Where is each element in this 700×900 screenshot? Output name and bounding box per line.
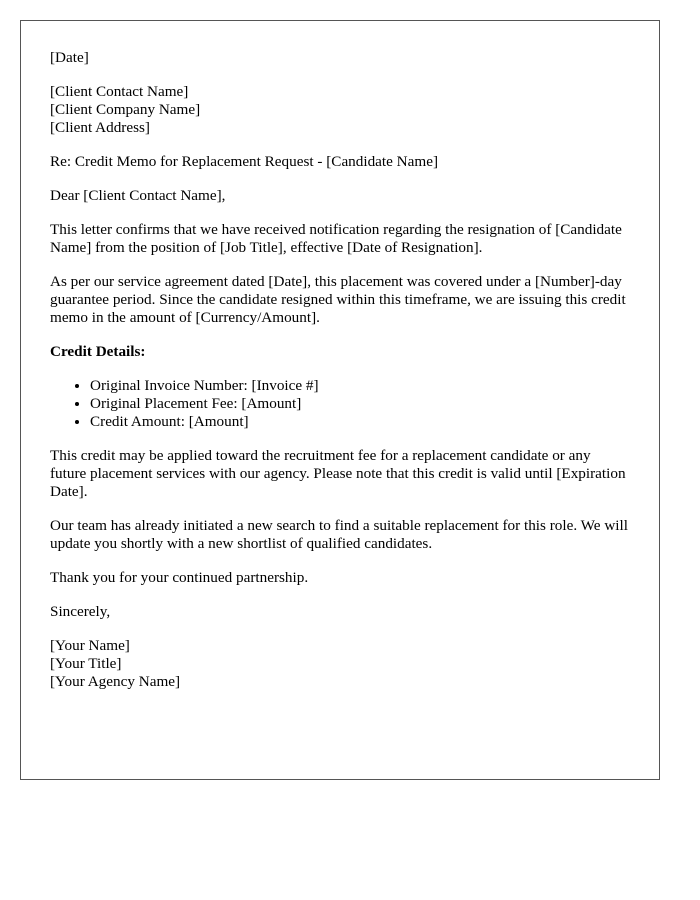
letter-date: [Date] bbox=[50, 49, 89, 66]
recipient-block bbox=[50, 83, 630, 137]
signature-block bbox=[50, 637, 630, 691]
letter-subject: Re: Credit Memo for Replacement Request - [Candidate Name] bbox=[50, 153, 439, 170]
letter-page bbox=[20, 20, 660, 780]
body-paragraph-3: This credit may be applied toward the recruitment fee for a replacement candidate or any future placement services with our agency. Please note that this credit is valid until [Expiration Date]. bbox=[50, 447, 626, 500]
credit-details-heading: Credit Details: bbox=[50, 343, 146, 360]
signature-name: [Your Name] bbox=[50, 637, 130, 654]
credit-detail-credit-amount: • Credit Amount: [Amount] bbox=[90, 413, 630, 431]
credit-details-list bbox=[50, 377, 630, 431]
signature-title: [Your Title] bbox=[50, 655, 122, 672]
letter-salutation: Dear [Client Contact Name], bbox=[50, 187, 226, 204]
signature-agency: [Your Agency Name] bbox=[50, 673, 181, 690]
letter-closing: Sincerely, bbox=[50, 603, 111, 620]
body-paragraph-5: Thank you for your continued partnership. bbox=[50, 569, 309, 586]
body-paragraph-2: As per our service agreement dated [Date], this placement was covered under a [Number]-day guarantee period. Since the candidate resigned within this timeframe, we are issuing this credit memo in the amount of [Currency/Amount]. bbox=[50, 273, 626, 326]
recipient-address: [Client Address] bbox=[50, 119, 150, 136]
credit-detail-invoice-number: • Original Invoice Number: [Invoice #] bbox=[90, 377, 630, 395]
credit-detail-placement-fee: • Original Placement Fee: [Amount] bbox=[90, 395, 630, 413]
body-paragraph-1: This letter confirms that we have received notification regarding the resignation of [Candidate Name] from the position of [Job Title], effective [Date of Resignation]. bbox=[50, 221, 622, 256]
body-paragraph-4: Our team has already initiated a new search to find a suitable replacement for this role. We will update you shortly with a new shortlist of qualified candidates. bbox=[50, 517, 628, 552]
recipient-contact-name: [Client Contact Name] bbox=[50, 83, 189, 100]
recipient-company-name: [Client Company Name] bbox=[50, 101, 201, 118]
